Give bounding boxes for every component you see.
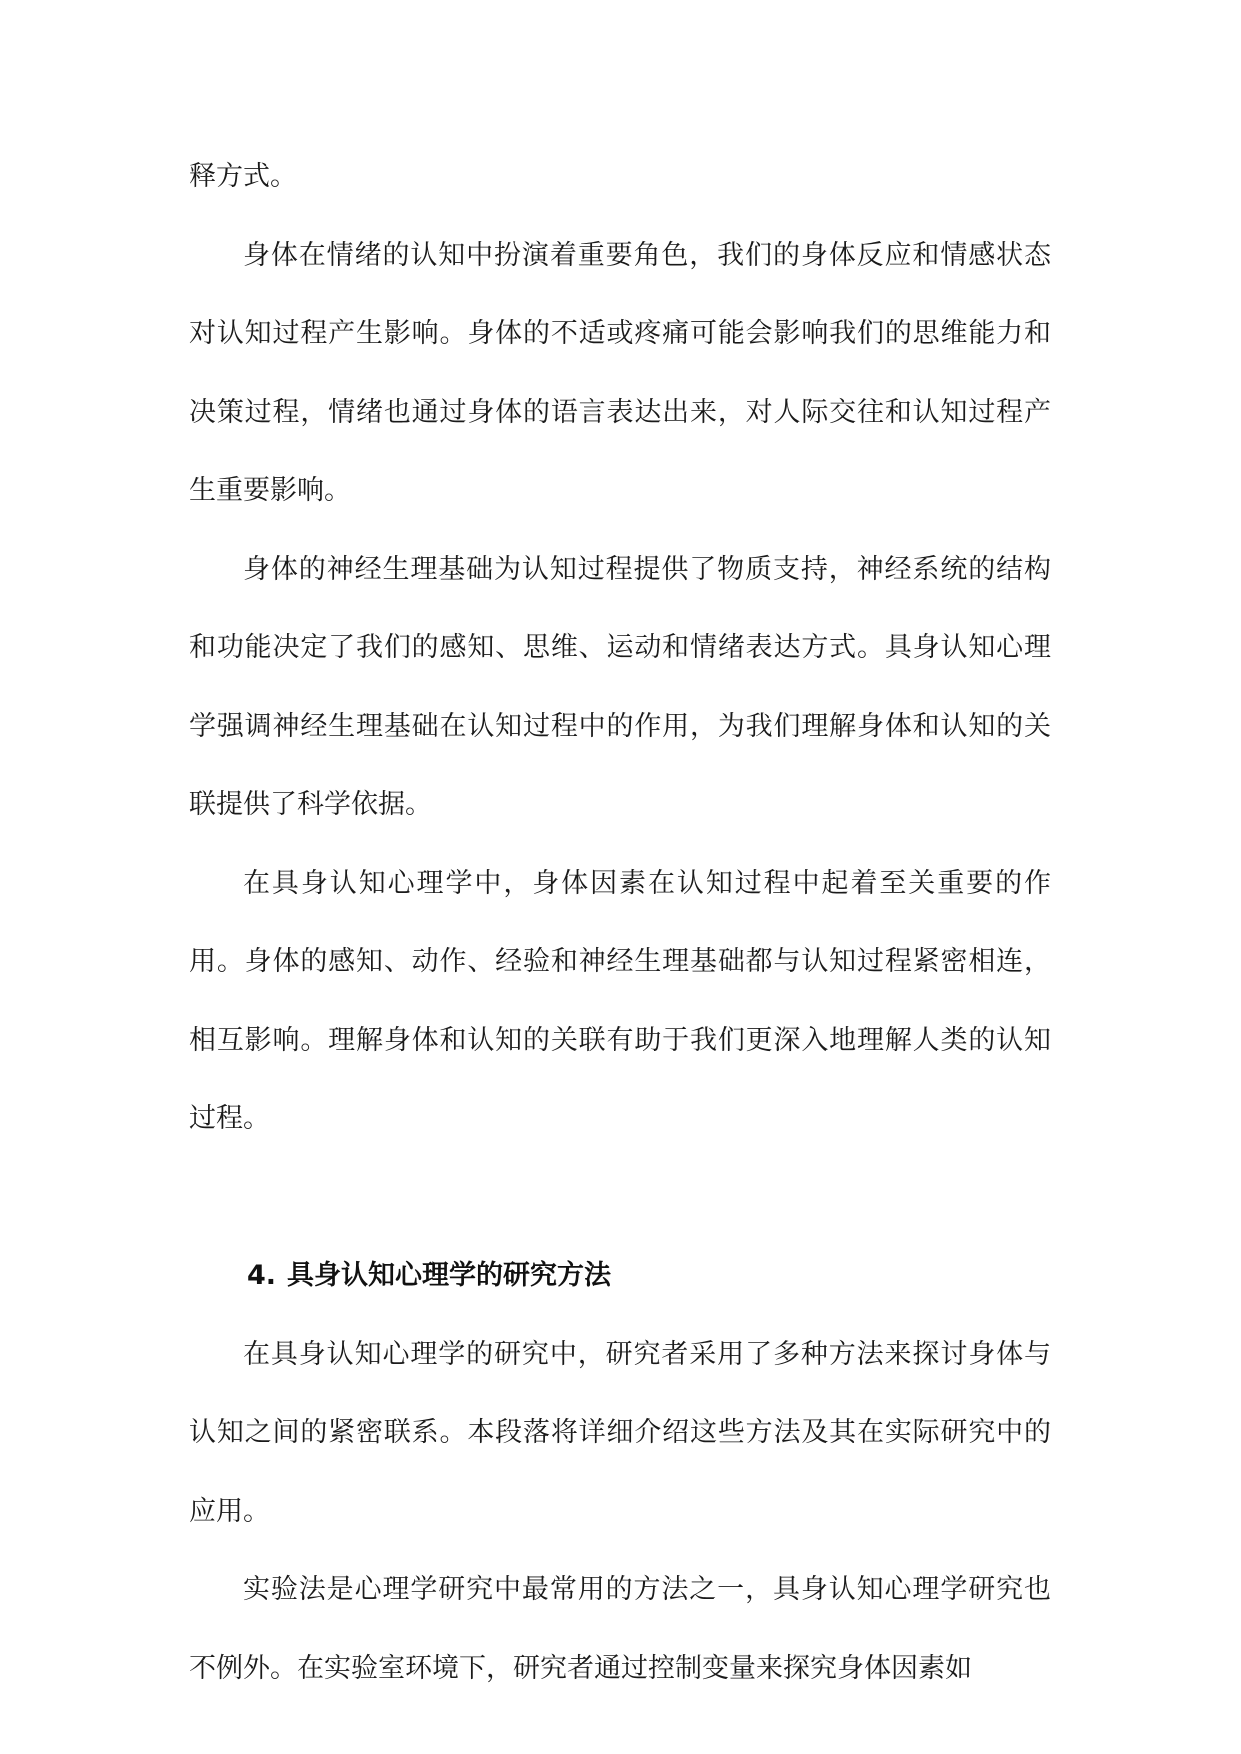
paragraph-neurophysiology: 身体的神经生理基础为认知过程提供了物质支持，神经系统的结构和功能决定了我们的感知、思维、运动和情绪表达方式。具身认知心理学强调神经生理基础在认知过程中的作用，为我们理解身体和认知的关联提供了科学依据。 [189, 553, 1051, 820]
document-body [189, 138, 1051, 1708]
paragraph-body-cognition-summary: 在具身认知心理学中，身体因素在认知过程中起着至关重要的作用。身体的感知、动作、经验和神经生理基础都与认知过程紧密相连，相互影响。理解身体和认知的关联有助于我们更深入地理解人类的认知过程。 [189, 867, 1051, 1134]
section-heading [189, 1237, 1051, 1316]
continuation-line: 释方式。 [189, 161, 297, 192]
paragraph-experimental-method: 实验法是心理学研究中最常用的方法之一，具身认知心理学研究也不例外。在实验室环境下，研究者通过控制变量来探究身体因素如 [189, 1574, 1051, 1684]
section-spacer [189, 1159, 1051, 1238]
paragraph-emotion-body: 身体在情绪的认知中扮演着重要角色，我们的身体反应和情感状态对认知过程产生影响。身体的不适或疼痛可能会影响我们的思维能力和决策过程，情绪也通过身体的语言表达出来，对人际交往和认知过程产生重要影响。 [189, 239, 1051, 506]
section-number: 4. [247, 1260, 277, 1291]
paragraph-research-methods-intro: 在具身认知心理学的研究中，研究者采用了多种方法来探讨身体与认知之间的紧密联系。本段落将详细介绍这些方法及其在实际研究中的应用。 [189, 1338, 1051, 1527]
section-title: 具身认知心理学的研究方法 [287, 1260, 611, 1291]
